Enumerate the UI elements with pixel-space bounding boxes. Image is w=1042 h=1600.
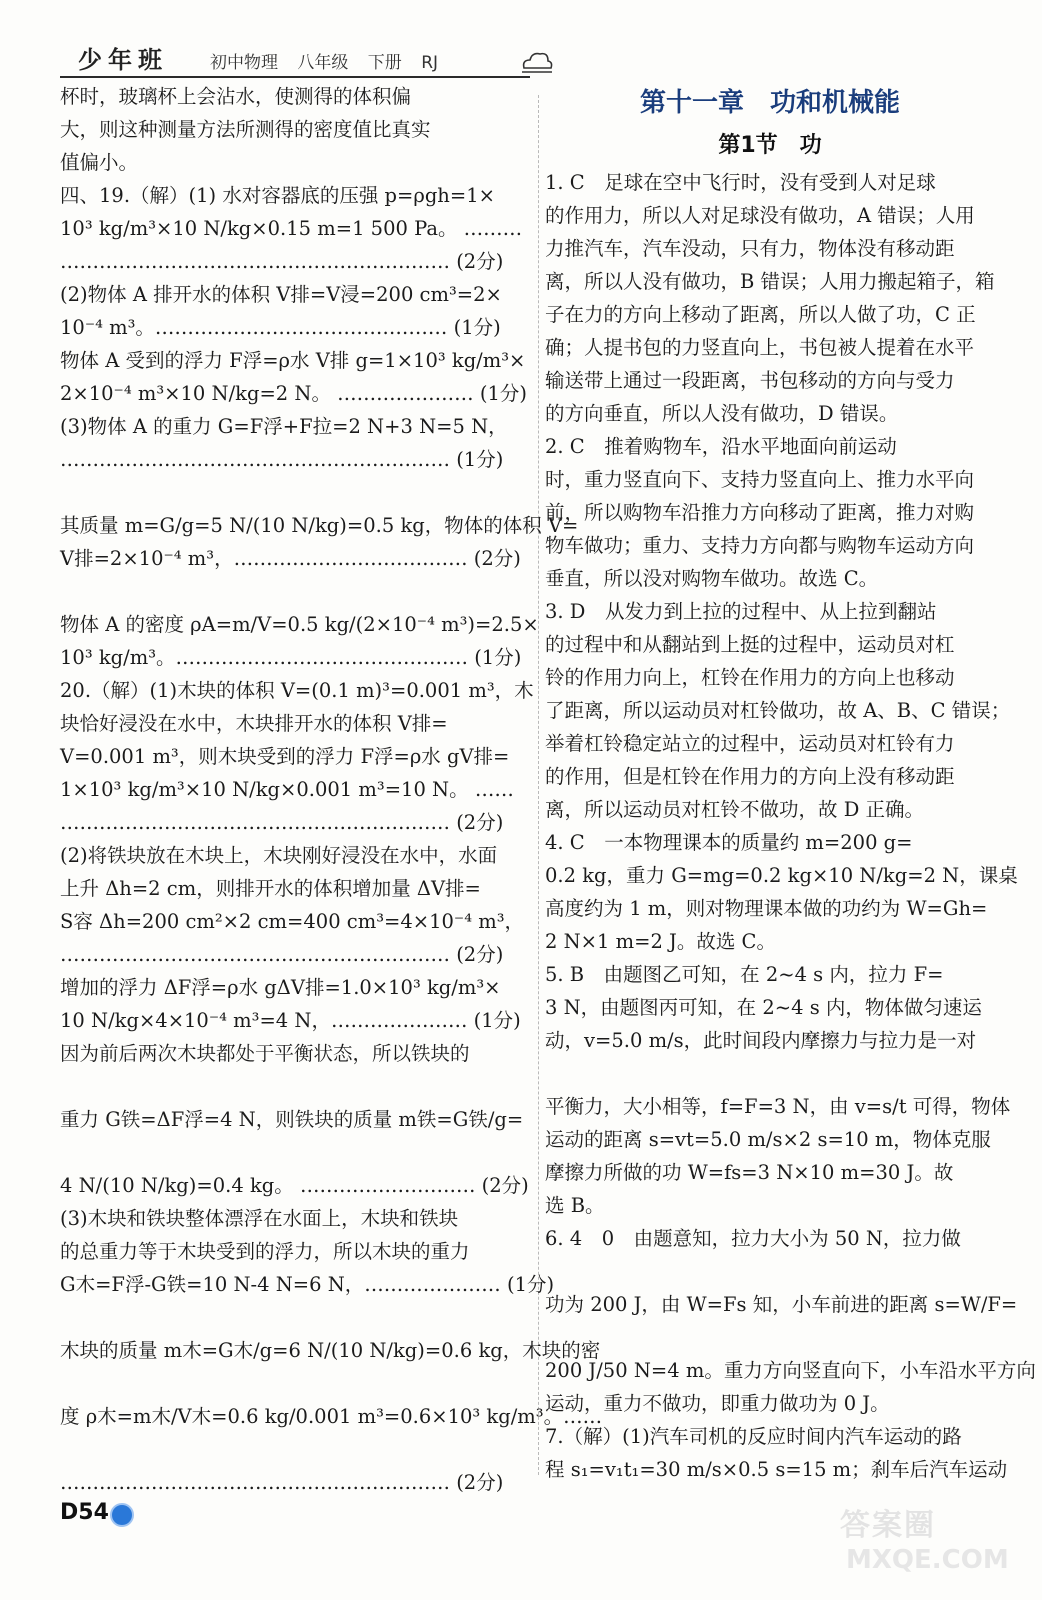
text-line: 增加的浮力 ΔF浮=ρ水 gΔV排=1.0×10³ kg/m³× [60, 976, 501, 999]
text-line: (3)物体 A 的重力 G=F浮+F拉=2 N+3 N=5 N， [60, 415, 508, 438]
text-line [545, 1321, 995, 1354]
brand-logo: 少年班 [78, 45, 168, 74]
text-line [60, 575, 530, 608]
text-line: 1. C 足球在空中飞行时，没有受到人对足球 [545, 171, 936, 194]
text-line: 程 s₁=v₁t₁=30 m/s×0.5 s=15 m；刹车后汽车运动 [545, 1458, 1008, 1481]
text-line: …………………………………………………… (2分) [60, 943, 504, 966]
watermark-url: MXQE.COM [846, 1545, 1009, 1575]
text-line: 2. C 推着购物车，沿水平地面向前运动 [545, 435, 897, 458]
text-line: 运动，重力不做功，即重力做功为 0 J。 [545, 1392, 890, 1415]
text-line [545, 1255, 995, 1288]
text-line: 重力 G铁=ΔF浮=4 N，则铁块的质量 m铁=G铁/g= [60, 1108, 524, 1131]
text-line [60, 1136, 530, 1169]
text-line: G木=F浮-G铁=10 N-4 N=6 N，………………… (1分) [60, 1273, 555, 1296]
text-line: …………………………………………………… (1分) [60, 448, 504, 471]
text-line: 块恰好浸没在水中，木块排开水的体积 V排= [60, 712, 448, 735]
text-line: 运动的距离 s=vt=5.0 m/s×2 s=10 m，物体克服 [545, 1128, 991, 1151]
text-line: 1×10³ kg/m³×10 N/kg×0.001 m³=10 N。 …… [60, 778, 514, 801]
text-line: 10 N/kg×4×10⁻⁴ m³=4 N，………………… (1分) [60, 1009, 521, 1032]
text-line [60, 1433, 530, 1466]
text-line: 木块的质量 m木=G木/g=6 N/(10 N/kg)=0.6 kg，木块的密 [60, 1339, 601, 1362]
text-line: 10⁻⁴ m³。……………………………………… (1分) [60, 316, 501, 339]
text-line: 物车做功；重力、支持力方向都与购物车运动方向 [545, 534, 975, 557]
text-line: 200 J/50 N=4 m。重力方向竖直向下，小车沿水平方向 [545, 1359, 1036, 1382]
text-line: 前，所以购物车沿推力方向移动了距离，推力对购 [545, 501, 975, 524]
text-line: 因为前后两次木块都处于平衡状态，所以铁块的 [60, 1042, 470, 1065]
text-line: V排=2×10⁻⁴ m³，……………………………… (2分) [60, 547, 521, 570]
text-line: 确；人提书包的力竖直向上，书包被人提着在水平 [545, 336, 975, 359]
text-line: 的总重力等于木块受到的浮力，所以木块的重力 [60, 1240, 470, 1263]
text-line: 时，重力竖直向下、支持力竖直向上、推力水平向 [545, 468, 975, 491]
text-line: 7.（解）(1)汽车司机的反应时间内汽车运动的路 [545, 1425, 962, 1448]
text-line: (2)将铁块放在木块上，木块刚好浸没在水中，水面 [60, 844, 498, 867]
text-line: 的作用，但是杠铃在作用力的方向上没有移动距 [545, 765, 955, 788]
page-header [60, 42, 530, 78]
text-line: (2)物体 A 排开水的体积 V排=V浸=200 cm³=2× [60, 283, 502, 306]
text-line: (3)木块和铁块整体漂浮在水面上，木块和铁块 [60, 1207, 459, 1230]
text-line: 4. C 一本物理课本的质量约 m=200 g= [545, 831, 913, 854]
watermark-logo: 答案圈 [840, 1508, 936, 1543]
text-line: 子在力的方向上移动了距离，所以人做了功，C 正 [545, 303, 976, 326]
text-line: 其质量 m=G/g=5 N/(10 N/kg)=0.5 kg，物体的体积 V= [60, 514, 579, 537]
text-line: 20.（解）(1)木块的体积 V=(0.1 m)³=0.001 m³，木 [60, 679, 534, 702]
text-line: 动，v=5.0 m/s，此时间段内摩擦力与拉力是一对 [545, 1029, 977, 1052]
subject-label: 初中物理 八年级 下册 RJ [210, 53, 439, 73]
page-dot-icon [110, 1503, 134, 1527]
chapter-title: 第十一章 功和机械能 [639, 88, 900, 118]
text-line: …………………………………………………… (2分) [60, 811, 504, 834]
text-line [60, 1367, 530, 1400]
text-line: 值偏小。 [60, 151, 139, 174]
text-line: 离，所以人没有做功，B 错误；人用力搬起箱子，箱 [545, 270, 995, 293]
text-line: 输送带上通过一段距离，书包移动的方向与受力 [545, 369, 955, 392]
text-line [60, 1301, 530, 1334]
text-line: 平衡力，大小相等，f=F=3 N，由 v=s/t 可得，物体 [545, 1095, 1011, 1118]
text-line: V=0.001 m³，则木块受到的浮力 F浮=ρ水 gV排= [60, 745, 510, 768]
text-line: 度 ρ木=m木/V木=0.6 kg/0.001 m³=0.6×10³ kg/m³。…… [60, 1405, 603, 1428]
text-line: 铃的作用力向上，杠铃在作用力的方向上也移动 [545, 666, 955, 689]
right-column [545, 80, 1036, 1486]
text-line: 离，所以运动员对杠铃不做功，故 D 正确。 [545, 798, 925, 821]
text-line [60, 1070, 530, 1103]
column-divider [538, 95, 539, 1475]
text-line: 杯时，玻璃杯上会沾水，使测得的体积偏 [60, 85, 412, 108]
text-line: 摩擦力所做的功 W=fs=3 N×10 m=30 J。故 [545, 1161, 954, 1184]
text-line: 大，则这种测量方法所测得的密度值比真实 [60, 118, 431, 141]
text-line: 10³ kg/m³。……………………………………… (1分) [60, 646, 522, 669]
text-line: 选 B。 [545, 1194, 605, 1217]
text-line [60, 476, 530, 509]
text-line [545, 1057, 995, 1090]
text-line: …………………………………………………… (2分) [60, 1471, 504, 1494]
text-line: …………………………………………………… (2分) [60, 250, 504, 273]
text-line: 四、19.（解）(1) 水对容器底的压强 p=ρgh=1× [60, 184, 495, 207]
text-line: 2×10⁻⁴ m³×10 N/kg=2 N。 ………………… (1分) [60, 382, 527, 405]
text-line: 3. D 从发力到上拉的过程中、从上拉到翻站 [545, 600, 937, 623]
text-line: 5. B 由题图乙可知，在 2~4 s 内，拉力 F= [545, 963, 944, 986]
text-line: 物体 A 的密度 ρA=m/V=0.5 kg/(2×10⁻⁴ m³)=2.5× [60, 613, 539, 636]
text-line: 力推汽车，汽车没动，只有力，物体没有移动距 [545, 237, 955, 260]
text-line: 物体 A 受到的浮力 F浮=ρ水 V排 g=1×10³ kg/m³× [60, 349, 526, 372]
text-line: 了距离，所以运动员对杠铃做功，故 A、B、C 错误； [545, 699, 1011, 722]
text-line: 举着杠铃稳定站立的过程中，运动员对杠铃有力 [545, 732, 955, 755]
text-line: 垂直，所以没对购物车做功。故选 C。 [545, 567, 879, 590]
text-line: 3 N，由题图丙可知，在 2~4 s 内，物体做匀速运 [545, 996, 982, 1019]
text-line: 上升 Δh=2 cm，则排开水的体积增加量 ΔV排= [60, 877, 481, 900]
text-line: 功为 200 J，由 W=Fs 知，小车前进的距离 s=W/F= [545, 1293, 1018, 1316]
text-line: 的方向垂直，所以人没有做功，D 错误。 [545, 402, 899, 425]
text-line: 高度约为 1 m，则对物理课本做的功约为 W=Gh= [545, 897, 988, 920]
text-line: 2 N×1 m=2 J。故选 C。 [545, 930, 776, 953]
text-line: 的过程中和从翻站到上挺的过程中，运动员对杠 [545, 633, 955, 656]
cloud-deco-icon [520, 44, 554, 78]
text-line: 的作用力，所以人对足球没有做功，A 错误；人用 [545, 204, 975, 227]
text-line: 10³ kg/m³×10 N/kg×0.15 m=1 500 Pa。 ……… [60, 217, 523, 240]
section-title: 第1节 功 [718, 133, 822, 158]
text-line: 6. 4 0 由题意知，拉力大小为 50 N，拉力做 [545, 1227, 961, 1250]
page-number: D54 [60, 1500, 109, 1525]
text-line: 0.2 kg，重力 G=mg=0.2 kg×10 N/kg=2 N，课桌 [545, 864, 1018, 887]
text-line: 4 N/(10 N/kg)=0.4 kg。 ……………………… (2分) [60, 1174, 529, 1197]
text-line: S容 Δh=200 cm²×2 cm=400 cm³=4×10⁻⁴ m³， [60, 910, 525, 933]
